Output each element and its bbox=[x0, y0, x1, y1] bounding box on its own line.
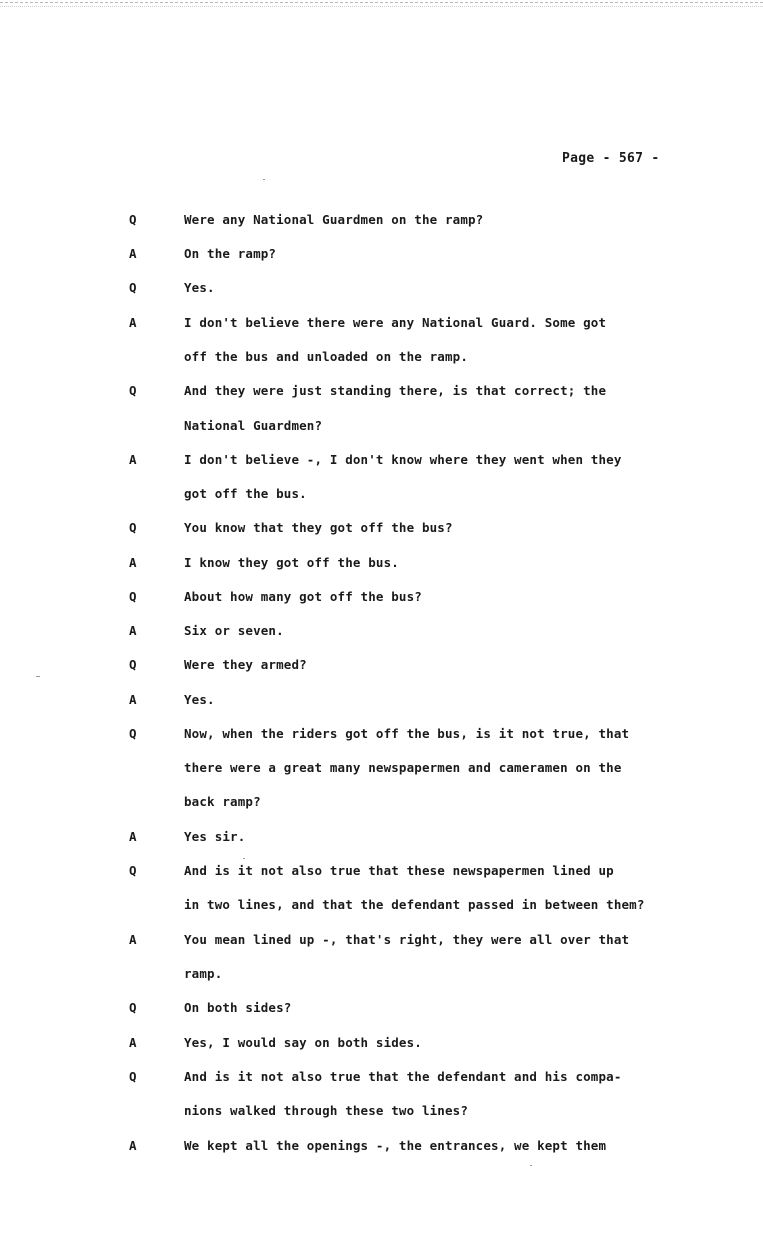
answer-marker: A bbox=[129, 315, 137, 330]
answer-marker: A bbox=[129, 1138, 137, 1153]
transcript-text: there were a great many newspapermen and cameramen on the bbox=[184, 760, 622, 775]
transcript-line bbox=[0, 1069, 763, 1087]
question-marker: Q bbox=[129, 589, 137, 604]
transcript-text: On both sides? bbox=[184, 1000, 292, 1015]
answer-marker: A bbox=[129, 692, 137, 707]
transcript-text: Now, when the riders got off the bus, is it not true, that bbox=[184, 726, 630, 741]
transcript-line bbox=[0, 486, 763, 504]
answer-marker: A bbox=[129, 452, 137, 467]
transcript-line bbox=[0, 897, 763, 915]
transcript-text: in two lines, and that the defendant passed in between them? bbox=[184, 897, 645, 912]
transcript-line bbox=[0, 1138, 763, 1156]
transcript-line bbox=[0, 418, 763, 436]
answer-marker: A bbox=[129, 829, 137, 844]
transcript-line bbox=[0, 1035, 763, 1053]
transcript-text: National Guardmen? bbox=[184, 418, 323, 433]
answer-marker: A bbox=[129, 932, 137, 947]
answer-marker: A bbox=[129, 555, 137, 570]
transcript-line bbox=[0, 315, 763, 333]
transcript-line bbox=[0, 383, 763, 401]
scan-speck bbox=[530, 1165, 532, 1166]
transcript-text: I don't believe -, I don't know where they went when they bbox=[184, 452, 622, 467]
question-marker: Q bbox=[129, 657, 137, 672]
transcript-line bbox=[0, 589, 763, 607]
transcript-text: About how many got off the bus? bbox=[184, 589, 422, 604]
transcript-text: You know that they got off the bus? bbox=[184, 520, 453, 535]
question-marker: Q bbox=[129, 383, 137, 398]
transcript-text: ramp. bbox=[184, 966, 223, 981]
transcript-text: Yes sir. bbox=[184, 829, 246, 844]
transcript-line bbox=[0, 829, 763, 847]
transcript-text: back ramp? bbox=[184, 794, 261, 809]
transcript-text: Yes, I would say on both sides. bbox=[184, 1035, 422, 1050]
transcript-text: I don't believe there were any National Guard. Some got bbox=[184, 315, 607, 330]
transcript-line bbox=[0, 1103, 763, 1121]
transcript-line bbox=[0, 692, 763, 710]
transcript-text: off the bus and unloaded on the ramp. bbox=[184, 349, 468, 364]
scan-speck bbox=[36, 676, 40, 677]
transcript-line bbox=[0, 794, 763, 812]
transcript-line bbox=[0, 452, 763, 470]
transcript-line bbox=[0, 966, 763, 984]
answer-marker: A bbox=[129, 623, 137, 638]
question-marker: Q bbox=[129, 1069, 137, 1084]
transcript-text: We kept all the openings -, the entrances, we kept them bbox=[184, 1138, 607, 1153]
transcript-text: And they were just standing there, is that correct; the bbox=[184, 383, 607, 398]
transcript-line bbox=[0, 555, 763, 573]
transcript-line bbox=[0, 520, 763, 538]
question-marker: Q bbox=[129, 280, 137, 295]
transcript-text: On the ramp? bbox=[184, 246, 277, 261]
transcript-line bbox=[0, 760, 763, 778]
answer-marker: A bbox=[129, 246, 137, 261]
transcript-line bbox=[0, 212, 763, 230]
transcript-text: Yes. bbox=[184, 280, 215, 295]
transcript-text: I know they got off the bus. bbox=[184, 555, 399, 570]
transcript-line bbox=[0, 623, 763, 641]
transcript-text: Yes. bbox=[184, 692, 215, 707]
transcript-text: Were they armed? bbox=[184, 657, 307, 672]
transcript-line bbox=[0, 349, 763, 367]
transcript-line bbox=[0, 726, 763, 744]
transcript-text: Six or seven. bbox=[184, 623, 284, 638]
transcript-line bbox=[0, 1000, 763, 1018]
transcript-line bbox=[0, 657, 763, 675]
transcript-line bbox=[0, 246, 763, 264]
transcript-text: Were any National Guardmen on the ramp? bbox=[184, 212, 484, 227]
transcript-line bbox=[0, 863, 763, 881]
question-marker: Q bbox=[129, 212, 137, 227]
question-marker: Q bbox=[129, 1000, 137, 1015]
scan-speck bbox=[243, 858, 245, 859]
question-marker: Q bbox=[129, 726, 137, 741]
transcript-text: You mean lined up -, that's right, they were all over that bbox=[184, 932, 630, 947]
transcript-line bbox=[0, 280, 763, 298]
page-number: Page - 567 - bbox=[562, 151, 660, 166]
transcript-line bbox=[0, 932, 763, 950]
answer-marker: A bbox=[129, 1035, 137, 1050]
transcript-text: got off the bus. bbox=[184, 486, 307, 501]
transcript-text: nions walked through these two lines? bbox=[184, 1103, 468, 1118]
scan-speck bbox=[263, 179, 265, 180]
transcript-text: And is it not also true that these newspapermen lined up bbox=[184, 863, 614, 878]
question-marker: Q bbox=[129, 520, 137, 535]
transcript-text: And is it not also true that the defendant and his compa- bbox=[184, 1069, 622, 1084]
question-marker: Q bbox=[129, 863, 137, 878]
